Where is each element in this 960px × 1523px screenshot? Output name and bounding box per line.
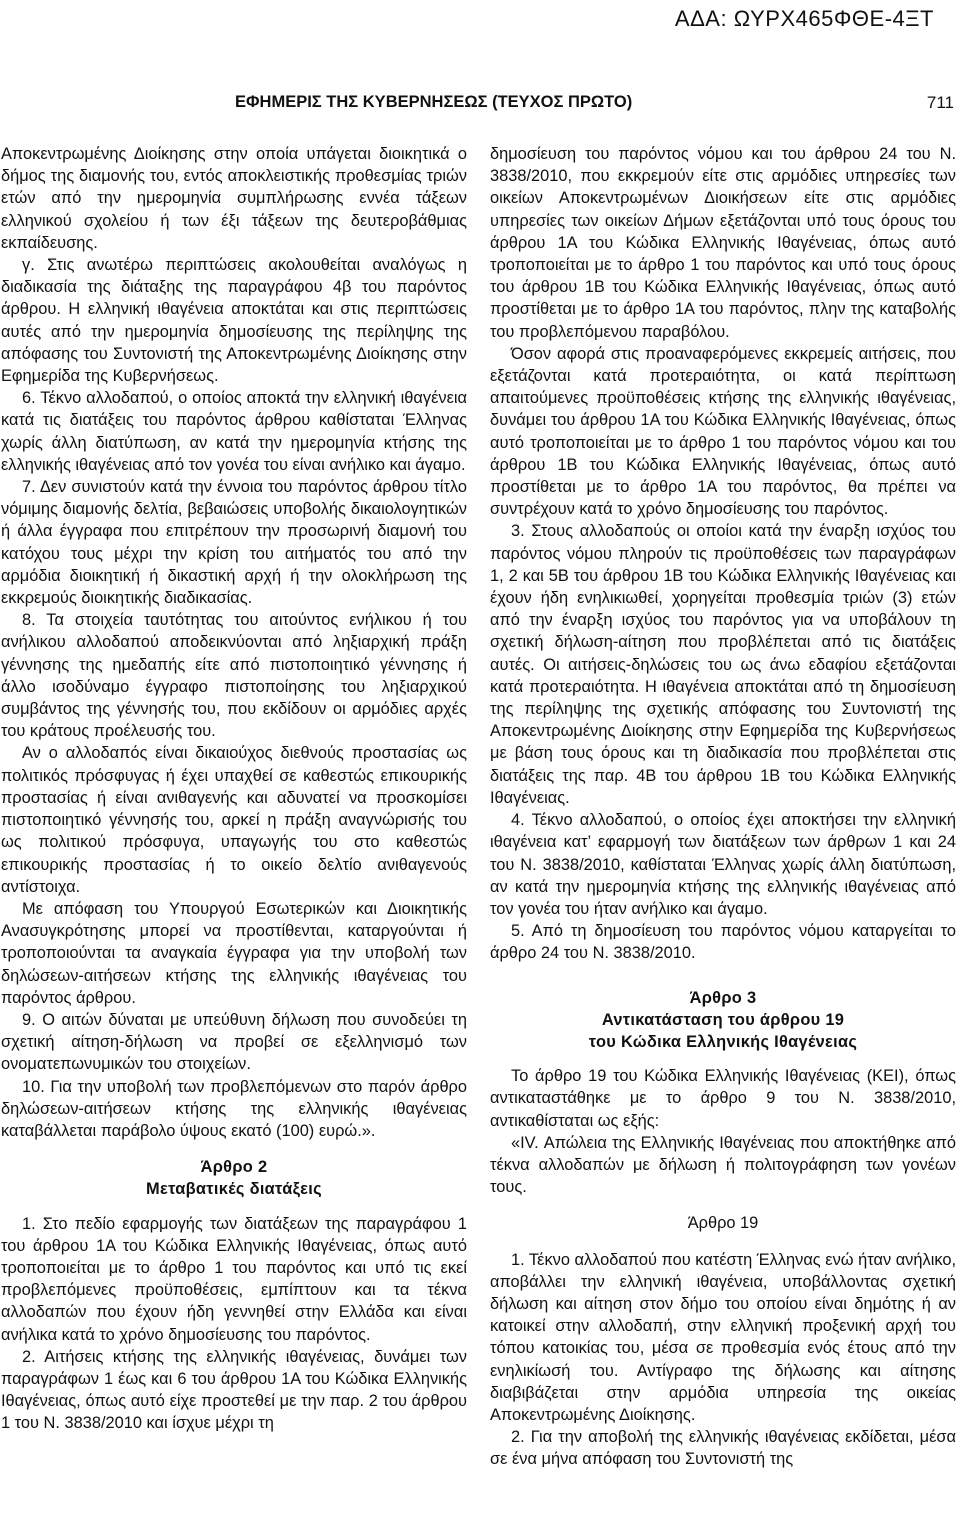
article-19-heading: Άρθρο 19	[687, 1214, 759, 1233]
paragraph: 7. Δεν συνιστούν κατά την έννοια του παρόντος άρθρου τίτλο νόμιμης διαμονής δελτία, βεβαιώσεις υποβολής δικαιολογητικών ή άλλα έγγραφα που επιτρέπουν την προσωρινή διαμονή του κατόχου τους μέχρι την κρίση του αιτήματός του από την αρμόδια διοικητική ή δικαστική αρχή ή την ολοκλήρωση της εκκρεμούς διοικητικής διαδικασίας.	[1, 478, 467, 608]
paragraph: 1. Στο πεδίο εφαρμογής των διατάξεων της παραγράφου 1 του άρθρου 1Α του Κώδικα Ελληνικής Ιθαγένειας, όπως αυτό τροποποιείται με το άρθρο 1 του παρόντος και υπό τις εκεί προβλεπόμενες προϋποθέσεις, εμπίπτουν και τα τέκνα αλλοδαπών που έχουν ήδη γεννηθεί στην Ελλάδα και είναι ανήλικα κατά το χρόνο δημοσίευσης του παρόντος.	[1, 1214, 467, 1344]
paragraph: Αποκεντρωμένης Διοίκησης στην οποία υπάγεται διοικητικά ο δήμος της διαμονής του, εντός αποκλειστικής προθεσμίας τριών ετών από την ημερομηνία συμπλήρωσης εννέα τάξεων ελληνικού σχολείου ή των έξι τάξεων της δευτεροβάθμιας εκπαίδευσης.	[1, 145, 467, 252]
paragraph: δημοσίευση του παρόντος νόμου και του άρθρου 24 του Ν. 3838/2010, που εκκρεμούν είτε στις αρμόδιες υπηρεσίες των οικείων Αποκεντρωμένων Διοικήσεων είτε στις αρμόδιες υπηρεσίες των οικείων Δήμων εξετάζονται υπό τους όρους του άρθρου 1Α του Κώδικα Ελληνικής Ιθαγένειας, όπως αυτό τροποποιείται με το άρθρο 1 του παρόντος και υπό τους όρους του άρθρου 1Β του Κώδικα Ελληνικής Ιθαγένειας, όπως αυτό προστίθεται με το άρθρο 1Α του παρόντος, πλην της καταβολής του προβλεπόμενου παραβόλου.	[490, 145, 956, 341]
paragraph: 6. Τέκνο αλλοδαπού, ο οποίος αποκτά την ελληνική ιθαγένεια κατά τις διατάξεις του παρόντος άρθρου καθίσταται Έλληνας χωρίς άλλη διατύπωση, αν κατά την ημερομηνία κτήσης της ελληνικής ιθαγένειας από τον γονέα του είναι ανήλικο και άγαμο.	[1, 389, 467, 474]
article-2-heading: Άρθρο 2	[200, 1158, 268, 1177]
paragraph: Με απόφαση του Υπουργού Εσωτερικών και Διοικητικής Ανασυγκρότησης μπορεί να προστίθενται, καταργούνται ή τροποποιούνται τα αναγκαία έγγραφα για την υποβολή των δηλώσεων-αιτήσεων κτήσης της ελληνικής ιθαγένειας του παρόντος άρθρου.	[1, 899, 467, 1007]
left-column	[1, 143, 467, 1435]
paragraph: 5. Από τη δημοσίευση του παρόντος νόμου καταργείται το άρθρο 24 του Ν. 3838/2010.	[490, 922, 956, 963]
article-3-title-line1: Αντικατάσταση του άρθρου 19	[601, 1010, 845, 1029]
ada-code: ΑΔΑ: ΩΥΡΧ465ΦΘΕ-4ΞΤ	[674, 6, 934, 31]
article-3-title-line2: του Κώδικα Ελληνικής Ιθαγένειας	[588, 1032, 858, 1051]
paragraph: 10. Για την υποβολή των προβλεπόμενων στο παρόν άρθρο δηλώσεων-αιτήσεων κτήσης της ελληνικής ιθαγένειας καταβάλλεται παράβολο ύψους εκατό (100) ευρώ.».	[1, 1077, 467, 1140]
paragraph: Το άρθρο 19 του Κώδικα Ελληνικής Ιθαγένειας (ΚΕΙ), όπως αντικαταστάθηκε με το άρθρο 9 του Ν. 3838/2010, αντικαθίσταται ως εξής:	[490, 1067, 956, 1130]
right-column	[490, 143, 956, 1471]
paragraph: Όσον αφορά στις προαναφερόμενες εκκρεμείς αιτήσεις, που εξετάζονται κατά προτεραιότητα, οι κατά περίπτωση απαιτούμενες προϋποθέσεις κτήσης της ελληνικής ιθαγένειας, δυνάμει του άρθρου 1Α του Κώδικα Ελληνικής Ιθαγένειας, όπως αυτό τροποποιείται με το άρθρο 1 του παρόντος νόμου και του άρθρου 1Β του Κώδικα Ελληνικής Ιθαγένειας, όπως αυτό προστίθεται με το άρθρο 1Α του παρόντος, θα πρέπει να συντρέχουν κατά το χρόνο δημοσίευσης του παρόντος.	[490, 344, 956, 519]
paragraph: Αν ο αλλοδαπός είναι δικαιούχος διεθνούς προστασίας ως πολιτικός πρόσφυγας ή έχει υπαχθεί σε καθεστώς επικουρικής προστασίας ή είναι ανιθαγενής και αδυνατεί να προσκομίσει πιστοποιητικό γέννησής του, αρκεί η πράξη αναγνώρισής του ως πολιτικού πρόσφυγα, υπαγωγής του στο καθεστώς επικουρικής προστασίας ή το οικείο δελτίο ανιθαγενούς αντίστοιχα.	[1, 744, 467, 896]
article-2-title: Μεταβατικές διατάξεις	[146, 1180, 322, 1199]
paragraph: 2. Για την αποβολή της ελληνικής ιθαγένειας εκδίδεται, μέσα σε ένα μήνα απόφαση του Συντονιστή της	[490, 1428, 956, 1469]
gazette-title: ΕΦΗΜΕΡΙΣ ΤΗΣ ΚΥΒΕΡΝΗΣΕΩΣ (ΤΕΥΧΟΣ ΠΡΩΤΟ)	[235, 93, 633, 111]
paragraph: 8. Τα στοιχεία ταυτότητας του αιτούντος ενήλικου ή του ανήλικου αλλοδαπού αποδεικνύονται από ληξιαρχική πράξη γέννησης της ημεδαπής είτε από πιστοποιητικό γέννησης ή άλλο ισοδύναμο έγγραφο πιστοποίησης του ληξιαρχικού συμβάντος της γέννησής του, που εκδίδουν οι αρμόδιες αρχές του κράτους προέλευσής του.	[1, 611, 467, 741]
paragraph: 1. Τέκνο αλλοδαπού που κατέστη Έλληνας ενώ ήταν ανήλικο, αποβάλλει την ελληνική ιθαγένεια, υποβάλλοντας σχετική δήλωση και αίτηση στον δήμο του οποίου είναι δημότης ή αν κατοικεί στην αλλοδαπή, στην ελληνική προξενική αρχή του τόπου κατοικίας του, μέσα σε προθεσμία ενός έτους από την ενηλικίωσή του. Αντίγραφο της δήλωσης και αίτησης διαβιβάζεται στην αρμόδια υπηρεσία της οικείας Αποκεντρωμένης Διοίκησης.	[490, 1250, 956, 1424]
paragraph: 2. Αιτήσεις κτήσης της ελληνικής ιθαγένειας, δυνάμει των παραγράφων 1 έως και 6 του άρθρου 1Α του Κώδικα Ελληνικής Ιθαγένειας, όπως αυτό είχε προστεθεί με την παρ. 2 του άρθρου 1 του Ν. 3838/2010 και ίσχυε μέχρι τη	[1, 1347, 467, 1433]
article-3-heading: Άρθρο 3	[689, 988, 757, 1007]
paragraph: γ. Στις ανωτέρω περιπτώσεις ακολουθείται αναλόγως η διαδικασία της διάταξης της παραγράφου 4β του παρόντος άρθρου. Η ελληνική ιθαγένεια αποκτάται και στις περιπτώσεις αυτές από την ημερομηνία δημοσίευσης της περίληψης της απόφασης του Συντονιστή της Αποκεντρωμένης Διοίκησης στην Εφημερίδα της Κυβερνήσεως.	[1, 256, 467, 386]
paragraph: 3. Στους αλλοδαπούς οι οποίοι κατά την έναρξη ισχύος του παρόντος νόμου πληρούν τις προϋποθέσεις των παραγράφων 1, 2 και 5Β του άρθρου 1Β του Κώδικα Ελληνικής Ιθαγένειας και έχουν ήδη ενηλικιωθεί, χορηγείται προθεσμία τριών (3) ετών από την έναρξη ισχύος του παρόντος για να υποβάλουν τη σχετική δήλωση-αίτηση που προβλέπεται από τις διατάξεις αυτές. Οι αιτήσεις-δηλώσεις του ως άνω εδαφίου εξετάζονται κατά προτεραιότητα. Η ιθαγένεια αποκτάται από τη δημοσίευση της περίληψης της σχετικής απόφασης του Συντονιστή της Αποκεντρωμένης Διοίκησης στην Εφημερίδα της Κυβερνήσεως με βάση τους όρους και τη διαδικασία που προβλέπεται στις διατάξεις της παρ. 4Β του άρθρου 1Β του Κώδικα Ελληνικής Ιθαγένειας.	[490, 522, 956, 807]
paragraph: «IV. Απώλεια της Ελληνικής Ιθαγένειας που αποκτήθηκε από τέκνα αλλοδαπών με δήλωση ή πολιτογράφηση των γονέων τους.	[490, 1133, 956, 1197]
page-number: 711	[926, 93, 954, 112]
paragraph: 4. Τέκνο αλλοδαπού, ο οποίος έχει αποκτήσει την ελληνική ιθαγένεια κατ’ εφαρμογή των διατάξεων των άρθρων 1 και 24 του Ν. 3838/2010, καθίσταται Έλληνας χωρίς άλλη διατύπωση, αν κατά την ημερομηνία κτήσης της ελληνικής ιθαγένειας από τον γονέα του ήταν ανήλικο και άγαμο.	[490, 811, 956, 918]
paragraph: 9. Ο αιτών δύναται με υπεύθυνη δήλωση που συνοδεύει τη σχετική αίτηση-δήλωση να προβεί σε εξελληνισμό των ονοματεπωνυμικών του στοιχείων.	[1, 1010, 467, 1074]
